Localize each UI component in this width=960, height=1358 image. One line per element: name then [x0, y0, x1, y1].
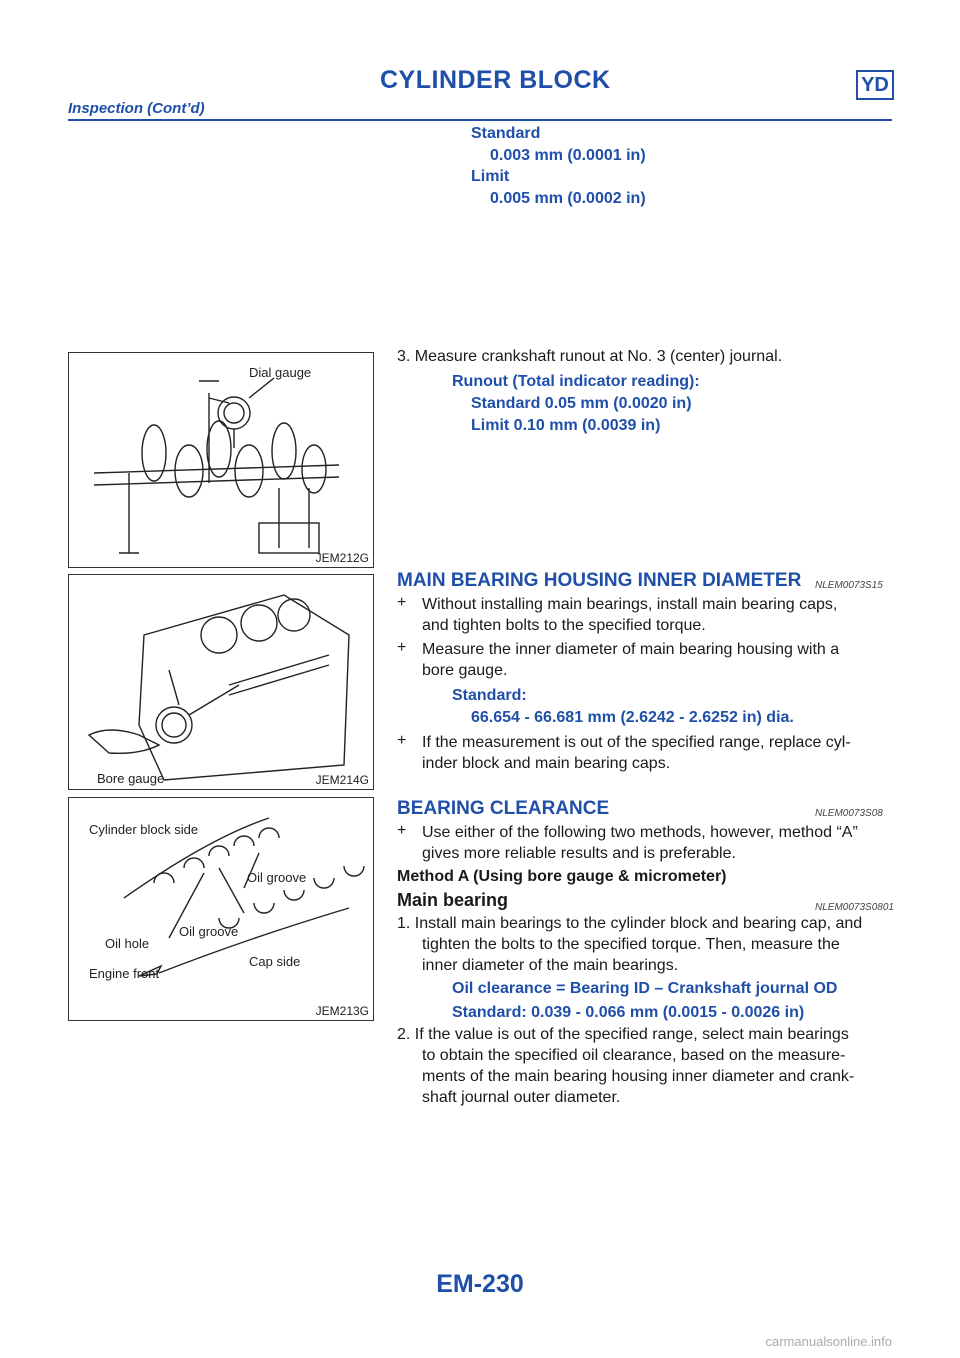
spec-standard-value: 0.003 mm (0.0001 in)	[490, 147, 646, 164]
bullet-marker: +	[397, 639, 407, 656]
callout-oil-hole: Oil hole	[105, 936, 150, 951]
oil-clearance-standard: Standard: 0.039 - 0.066 mm (0.0015 - 0.0026 in)	[452, 1004, 805, 1021]
method-label: Method A (Using bore gauge & micrometer)	[397, 868, 727, 885]
step2-line3: ments of the main bearing housing inner diameter and crank-	[422, 1068, 855, 1085]
watermark: carmanualsonline.info	[765, 1334, 892, 1349]
clearance-bullet1-line1: Use either of the following two methods, however, method “A”	[422, 824, 858, 841]
crankshaft-dial-gauge-illustration	[69, 353, 373, 567]
callout-cylinder-block-side: Cylinder block side	[89, 822, 199, 837]
callout-engine-front: Engine front	[89, 966, 160, 981]
section-subtitle: Inspection (Cont’d)	[68, 100, 205, 117]
figure-dial-gauge	[68, 352, 374, 568]
housing-spec-label: Standard:	[452, 687, 527, 704]
callout-oil-groove-lower: Oil groove	[179, 924, 239, 939]
figure-bearings	[68, 797, 374, 1021]
callout-oil-groove-upper: Oil groove	[247, 870, 307, 885]
section-code: NLEM0073S08	[815, 808, 883, 819]
housing-bullet2-line1: Measure the inner diameter of main bearing housing with a	[422, 641, 840, 658]
step1-line2: tighten the bolts to the specified torque. Then, measure the	[422, 936, 840, 953]
bore-gauge-callout: Bore gauge	[97, 771, 165, 786]
section-heading: BEARING CLEARANCE	[397, 798, 610, 819]
figure-code: JEM214G	[315, 773, 369, 787]
header-rule	[68, 119, 892, 121]
runout-step: 3. Measure crankshaft runout at No. 3 (center) journal.	[397, 348, 783, 365]
bearing-shells-illustration	[69, 798, 373, 1020]
step2-line4: shaft journal outer diameter.	[422, 1089, 621, 1106]
section-heading: MAIN BEARING HOUSING INNER DIAMETER	[397, 570, 802, 591]
figure-code: JEM212G	[315, 551, 369, 565]
page-title: CYLINDER BLOCK	[380, 66, 611, 94]
step1-line1: 1. Install main bearings to the cylinder block and bearing cap, and	[397, 915, 863, 932]
page-number: EM-230	[436, 1270, 524, 1298]
runout-spec-title: Runout (Total indicator reading):	[452, 373, 700, 390]
housing-bullet1-line2: and tighten bolts to the specified torque.	[422, 617, 706, 634]
spec-limit-value: 0.005 mm (0.0002 in)	[490, 190, 646, 207]
engine-badge: YD	[856, 70, 894, 100]
spec-standard-label: Standard	[471, 125, 541, 142]
callout-cap-side: Cap side	[249, 954, 301, 969]
bore-gauge-illustration	[69, 575, 373, 789]
figure-code: JEM213G	[315, 1004, 369, 1018]
bullet-marker: +	[397, 594, 407, 611]
housing-bullet3-line2: inder block and main bearing caps.	[422, 755, 671, 772]
bullet-marker: +	[397, 822, 407, 839]
subsection-code: NLEM0073S0801	[815, 902, 894, 913]
housing-bullet3-line1: If the measurement is out of the specified range, replace cyl-	[422, 734, 851, 751]
step1-line3: inner diameter of the main bearings.	[422, 957, 679, 974]
housing-spec-value: 66.654 - 66.681 mm (2.6242 - 2.6252 in) dia.	[471, 709, 794, 726]
spec-limit-label: Limit	[471, 168, 510, 185]
subsection-heading: Main bearing	[397, 890, 509, 910]
housing-bullet1-line1: Without installing main bearings, install main bearing caps,	[422, 596, 838, 613]
step2-line2: to obtain the specified oil clearance, based on the measure-	[422, 1047, 846, 1064]
step2-line1: 2. If the value is out of the specified range, select main bearings	[397, 1026, 849, 1043]
dial-gauge-callout: Dial gauge	[249, 365, 312, 380]
runout-standard: Standard 0.05 mm (0.0020 in)	[471, 395, 692, 412]
runout-limit: Limit 0.10 mm (0.0039 in)	[471, 417, 661, 434]
clearance-bullet1-line2: gives more reliable results and is preferable.	[422, 845, 736, 862]
housing-bullet2-line2: bore gauge.	[422, 662, 508, 679]
oil-clearance-formula: Oil clearance = Bearing ID – Crankshaft journal OD	[452, 980, 838, 997]
bullet-marker: +	[397, 732, 407, 749]
figure-bore-gauge	[68, 574, 374, 790]
section-code: NLEM0073S15	[815, 580, 883, 591]
